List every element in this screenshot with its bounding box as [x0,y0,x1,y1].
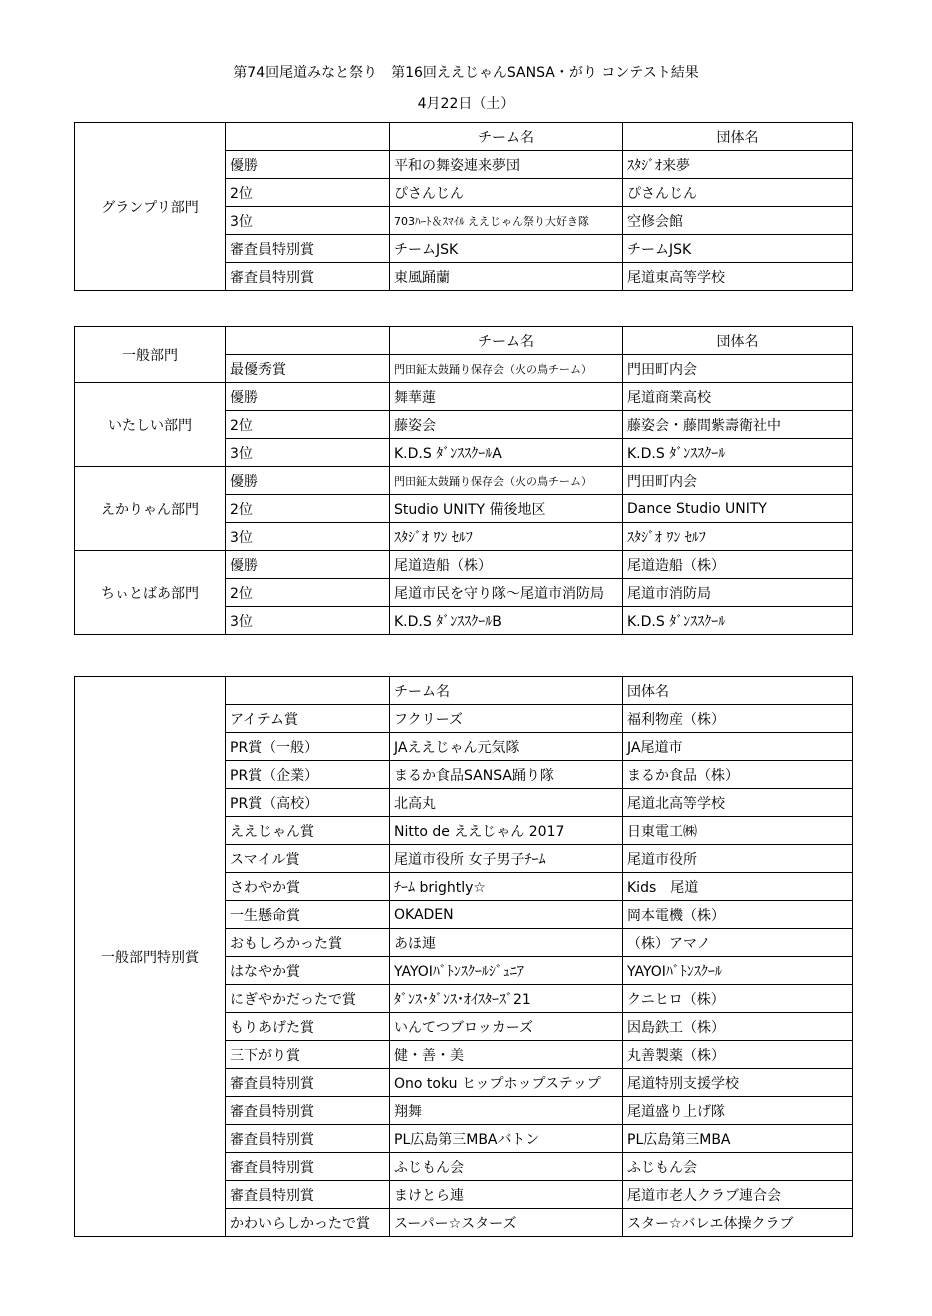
team-cell: 尾道造船（株） [390,551,623,579]
table-header-row [75,677,853,705]
team-cell: ぴさんじん [390,179,623,207]
award-cell: 審査員特別賞 [226,1153,390,1181]
team-cell: いんてつブロッカーズ [390,1013,623,1041]
team-cell: ﾀﾞﾝｽ･ﾀﾞﾝｽ･ｵｲｽﾀｰｽﾞ21 [390,985,623,1013]
header-org: 団体名 [623,123,853,151]
team-cell: K.D.S ﾀﾞﾝｽｽｸｰﾙA [390,439,623,467]
general-division-table [74,326,853,635]
org-cell: 藤姿会・藤間紫壽衛社中 [623,411,853,439]
award-cell: PR賞（企業） [226,761,390,789]
org-cell: 尾道市役所 [623,845,853,873]
award-cell: 2位 [226,411,390,439]
team-cell: K.D.S ﾀﾞﾝｽｽｸｰﾙB [390,607,623,635]
award-cell: 2位 [226,495,390,523]
org-cell: まるか食品（株） [623,761,853,789]
org-cell: ｽﾀｼﾞｵ来夢 [623,151,853,179]
division-label: えかりゃん部門 [75,467,226,551]
org-cell: スター☆バレエ体操クラブ [623,1209,853,1237]
award-cell: 審査員特別賞 [226,235,390,263]
team-cell: OKADEN [390,901,623,929]
award-cell: さわやか賞 [226,873,390,901]
award-cell: 三下がり賞 [226,1041,390,1069]
award-cell: アイテム賞 [226,705,390,733]
award-cell: 2位 [226,579,390,607]
team-cell: 翔舞 [390,1097,623,1125]
division-label: ちぃとばあ部門 [75,551,226,635]
org-cell: YAYOIﾊﾞﾄﾝｽｸｰﾙ [623,957,853,985]
table-row [75,383,853,411]
org-cell: Kids 尾道 [623,873,853,901]
team-cell: 門田鉦太鼓踊り保存会（火の鳥チーム） [390,467,623,495]
team-cell: ふじもん会 [390,1153,623,1181]
team-cell: スーパー☆スターズ [390,1209,623,1237]
special-awards-table [74,676,853,1237]
table-row [75,467,853,495]
award-cell: 審査員特別賞 [226,1069,390,1097]
team-cell: チームJSK [390,235,623,263]
team-cell: ｽﾀｼﾞｵ ﾜﾝ ｾﾙﾌ [390,523,623,551]
award-cell: 審査員特別賞 [226,1181,390,1209]
table-header-row [75,123,853,151]
org-cell: （株）アマノ [623,929,853,957]
award-cell: はなやか賞 [226,957,390,985]
award-cell: 最優秀賞 [226,355,390,383]
award-cell: 優勝 [226,467,390,495]
team-cell: PL広島第三MBAバトン [390,1125,623,1153]
award-cell: 審査員特別賞 [226,1125,390,1153]
org-cell: チームJSK [623,235,853,263]
org-cell: ぴさんじん [623,179,853,207]
award-cell: 3位 [226,439,390,467]
org-cell: 空修会館 [623,207,853,235]
award-cell: 3位 [226,207,390,235]
award-cell: 2位 [226,179,390,207]
org-cell: 尾道東高等学校 [623,263,853,291]
event-date: 4月22日（土） [417,96,515,112]
header-team: チーム名 [390,327,623,355]
org-cell: 岡本電機（株） [623,901,853,929]
org-cell: 尾道造船（株） [623,551,853,579]
org-cell: 日東電工㈱ [623,817,853,845]
org-cell: 因島鉄工（株） [623,1013,853,1041]
org-cell: 尾道盛り上げ隊 [623,1097,853,1125]
award-cell: PR賞（高校） [226,789,390,817]
org-cell: クニヒロ（株） [623,985,853,1013]
team-cell: あほ連 [390,929,623,957]
team-cell: まけとら連 [390,1181,623,1209]
team-cell: Studio UNITY 備後地区 [390,495,623,523]
team-cell: Ono toku ヒップホップステップ [390,1069,623,1097]
team-cell: ﾁｰﾑ brightly☆ [390,873,623,901]
award-cell: 優勝 [226,151,390,179]
team-cell: フクリーズ [390,705,623,733]
org-cell: 尾道北高等学校 [623,789,853,817]
org-cell: ふじもん会 [623,1153,853,1181]
header-team: チーム名 [390,123,623,151]
team-cell: 尾道市民を守り隊〜尾道市消防局 [390,579,623,607]
header-blank [226,677,390,705]
team-cell: 舞華蓮 [390,383,623,411]
team-cell: YAYOIﾊﾞﾄﾝｽｸｰﾙｼﾞｭﾆｱ [390,957,623,985]
team-cell: 703ﾊｰﾄ＆ｽﾏｲﾙ ええじゃん祭り大好き隊 [390,207,623,235]
header-org: 団体名 [623,677,853,705]
org-cell: 丸善製薬（株） [623,1041,853,1069]
org-cell: PL広島第三MBA [623,1125,853,1153]
grand-prix-table [74,122,853,291]
award-cell: かわいらしかったで賞 [226,1209,390,1237]
org-cell: K.D.S ﾀﾞﾝｽｽｸｰﾙ [623,607,853,635]
org-cell: 福利物産（株） [623,705,853,733]
team-cell: 尾道市役所 女子男子ﾁｰﾑ [390,845,623,873]
division-label: 一般部門 [75,327,226,383]
org-cell: 尾道市老人クラブ連合会 [623,1181,853,1209]
award-cell: PR賞（一般） [226,733,390,761]
org-cell: JA尾道市 [623,733,853,761]
award-cell: スマイル賞 [226,845,390,873]
table-row [75,551,853,579]
org-cell: 尾道商業高校 [623,383,853,411]
header-org: 団体名 [623,327,853,355]
document-title: 第74回尾道みなと祭り 第16回ええじゃんSANSA・がり コンテスト結果 [233,65,699,81]
header-blank [226,123,390,151]
team-cell: 東風踊蘭 [390,263,623,291]
org-cell: 門田町内会 [623,467,853,495]
award-cell: もりあげた賞 [226,1013,390,1041]
header-team: チーム名 [390,677,623,705]
team-cell: 門田鉦太鼓踊り保存会（火の鳥チーム） [390,355,623,383]
team-cell: Nitto de ええじゃん 2017 [390,817,623,845]
award-cell: 審査員特別賞 [226,1097,390,1125]
org-cell: 門田町内会 [623,355,853,383]
team-cell: まるか食品SANSA踊り隊 [390,761,623,789]
team-cell: 北高丸 [390,789,623,817]
division-label: いたしい部門 [75,383,226,467]
org-cell: K.D.S ﾀﾞﾝｽｽｸｰﾙ [623,439,853,467]
award-cell: 審査員特別賞 [226,263,390,291]
org-cell: 尾道市消防局 [623,579,853,607]
table-header-row [75,327,853,355]
division-label: グランプリ部門 [75,123,226,291]
award-cell: 優勝 [226,383,390,411]
team-cell: 藤姿会 [390,411,623,439]
award-cell: 3位 [226,607,390,635]
team-cell: 平和の舞姿連来夢団 [390,151,623,179]
division-label: 一般部門特別賞 [75,677,226,1237]
team-cell: JAええじゃん元気隊 [390,733,623,761]
award-cell: 3位 [226,523,390,551]
award-cell: 一生懸命賞 [226,901,390,929]
award-cell: おもしろかった賞 [226,929,390,957]
award-cell: ええじゃん賞 [226,817,390,845]
org-cell: Dance Studio UNITY [623,495,853,523]
org-cell: 尾道特別支援学校 [623,1069,853,1097]
org-cell: ｽﾀｼﾞｵ ﾜﾝ ｾﾙﾌ [623,523,853,551]
team-cell: 健・善・美 [390,1041,623,1069]
award-cell: にぎやかだったで賞 [226,985,390,1013]
header-blank [226,327,390,355]
award-cell: 優勝 [226,551,390,579]
